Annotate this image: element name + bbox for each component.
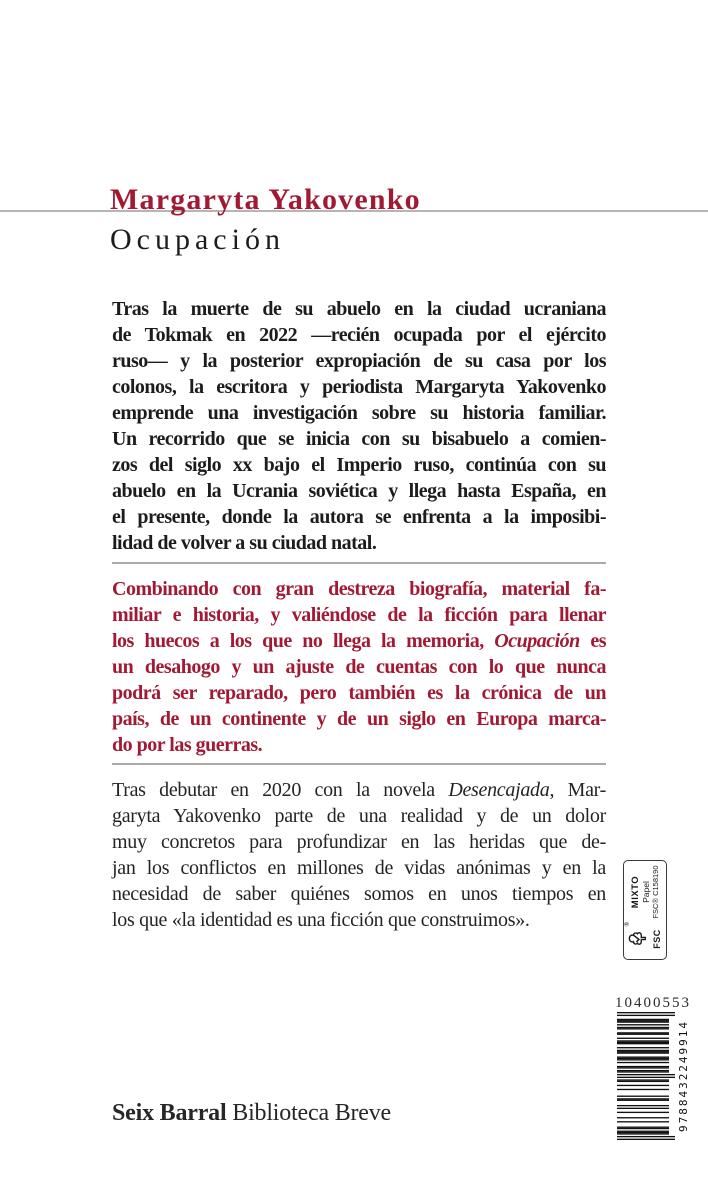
print-code: 10400553 xyxy=(615,995,691,1011)
author-name: Margaryta Yakovenko xyxy=(110,183,421,216)
fsc-logo xyxy=(625,922,662,954)
fsc-label-box xyxy=(623,860,667,960)
registered-mark: ® xyxy=(625,922,631,927)
synopsis-paragraph-3: Tras debutar en 2020 con la novela Desencajada, Mar- garyta Yakovenko parte de una realidad y de un dolor muy concretos para profundizar en las heridas que de- jan los conflictos en millones de vidas anónimas y en la necesidad de saber quiénes somos en unos tiempos en los que «la identidad es una ficción que construimos». xyxy=(112,779,607,931)
fsc-tree-icon xyxy=(628,930,653,949)
fsc-text xyxy=(631,865,660,919)
divider-after-paragraph-1 xyxy=(112,562,606,564)
collection-name: Biblioteca Breve xyxy=(232,1100,392,1126)
fsc-license-label: FSC® C158190 xyxy=(650,865,660,919)
barcode-digits: 9788432249914 xyxy=(677,1019,690,1133)
publisher-line xyxy=(112,1100,632,1127)
synopsis-paragraph-2: Combinando con gran destreza biografía, material fa- miliar e historia, y valiéndose de la ficción para llenar los huecos a los que no llega la memoria, Ocupación es un desahogo y un ajuste de cuentas con lo que nunca podrá ser reparado, pero también es la crónica de un país, de un continente y de un siglo en Europa marca- do por las guerras. xyxy=(112,578,606,756)
fsc-label xyxy=(623,860,667,960)
synopsis-paragraph-1: Tras la muerte de su abuelo en la ciudad ucraniana de Tokmak en 2022 —recién ocupada por el ejército ruso— y la posterior expropiación de su casa por los colonos, la escritora y periodista Margaryta Yakovenko emprende una investigación sobre su historia familiar. Un recorrido que se inicia con su bisabuelo a comien- zos del siglo xx bajo el Imperio ruso, continúa con su abuelo en la Ucrania soviética y llega hasta España, en el presente, donde la autora se enfrenta a la imposibi- lidad de volver a su ciudad natal. xyxy=(112,298,606,554)
divider-after-paragraph-2 xyxy=(112,763,606,765)
publisher-name: Seix Barral xyxy=(112,1100,227,1126)
fsc-material-label: Papel xyxy=(640,881,651,903)
fsc-type-label: MIXTO xyxy=(629,875,641,909)
fsc-brand-label: FSC xyxy=(652,929,662,949)
book-title: Ocupación xyxy=(110,223,285,256)
